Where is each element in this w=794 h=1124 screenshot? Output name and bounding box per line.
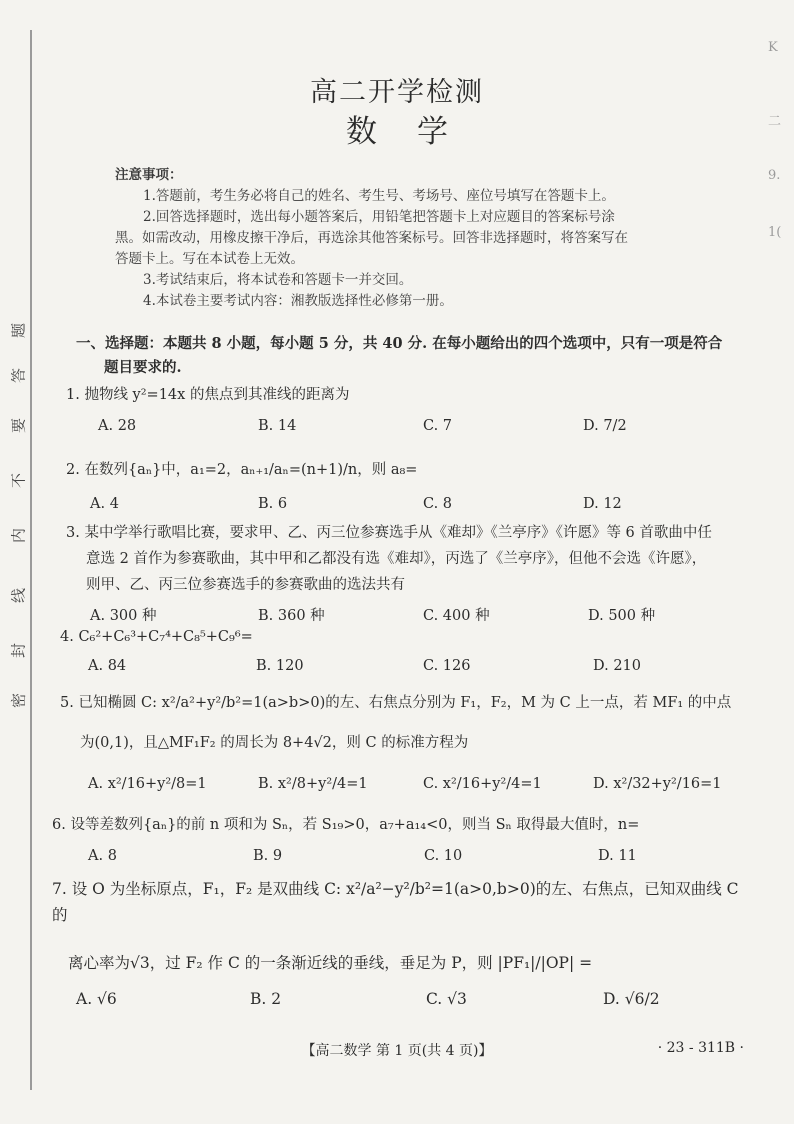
notice-item: 4.本试卷主要考试内容：湘教版选择性必修第一册。 [143, 293, 453, 309]
section-line: 题目要求的. [104, 359, 182, 376]
question-5 [60, 690, 760, 756]
option-c: C. √3 [426, 990, 467, 1008]
section-line: 一、选择题：本题共 8 小题，每小题 5 分，共 40 分. 在每小题给出的四个选项中，只有一项是符合 [76, 335, 723, 352]
option-b: B. 6 [258, 496, 288, 512]
option-a: A. 300 种 [90, 608, 157, 624]
margin-char: 线 [9, 588, 28, 604]
question-6: 6. 设等差数列{aₙ}的前 n 项和为 Sₙ，若 S₁₉>0，a₇+a₁₄<0，则当 Sₙ 取得最大值时，n= [52, 817, 640, 833]
option-b: B. 120 [256, 658, 304, 674]
subject-title: 数学 [346, 114, 488, 150]
option-b: B. 2 [250, 990, 282, 1008]
q3-line: 3. 某中学举行歌唱比赛，要求甲、乙、丙三位参赛选手从《难却》《兰亭序》《许愿》等 6 首歌曲中任 [66, 525, 712, 541]
option-d: D. x²/32+y²/16=1 [593, 776, 722, 792]
question-1: 1. 抛物线 y²=14x 的焦点到其准线的距离为 [66, 387, 350, 403]
question-2: 2. 在数列{aₙ}中，a₁=2，aₙ₊₁/aₙ=(n+1)/n，则 a₈= [66, 462, 418, 478]
q3-line: 意选 2 首作为参赛歌曲，其中甲和乙都没有选《难却》，丙选了《兰亭序》，但他不会选《许愿》， [86, 551, 707, 567]
notice-block [115, 165, 695, 312]
option-a: A. √6 [76, 990, 117, 1008]
option-d: D. 500 种 [588, 608, 656, 624]
bleed-char: 1( [768, 225, 782, 240]
exam-title: 高二开学检测 [310, 77, 484, 108]
option-a: A. 84 [88, 658, 127, 674]
footer-code: · 23 - 311B · [657, 1040, 744, 1056]
option-a: A. 28 [98, 418, 137, 434]
option-a: A. 8 [88, 848, 117, 864]
bleed-char: 二 [768, 114, 782, 129]
margin-char: 内 [9, 528, 28, 544]
option-c: C. 400 种 [423, 608, 490, 624]
question-7 [52, 876, 752, 976]
margin-char: 题 [9, 323, 28, 339]
notice-item: 答题卡上。写在本试卷上无效。 [115, 251, 304, 267]
q3-line: 则甲、乙、丙三位参赛选手的参赛歌曲的选法共有 [86, 577, 405, 593]
option-c: C. 8 [423, 496, 453, 512]
bleed-char: 9. [768, 168, 781, 183]
footer-page-info: 【高二数学 第 1 页(共 4 页)】 [301, 1043, 493, 1059]
notice-heading: 注意事项： [115, 167, 183, 183]
margin-char: 答 [9, 368, 28, 384]
notice-item: 1.答题前，考生务必将自己的姓名、考生号、考场号、座位号填写在答题卡上。 [143, 188, 615, 204]
section-heading [76, 332, 726, 380]
option-d: D. 210 [593, 658, 642, 674]
q7-line: 7. 设 O 为坐标原点，F₁，F₂ 是双曲线 C: x²/a²−y²/b²=1(a>0,b>0)的左、右焦点，已知双曲线 C 的 [52, 880, 739, 924]
option-d: D. 7/2 [583, 418, 627, 434]
q5-line: 5. 已知椭圆 C: x²/a²+y²/b²=1(a>b>0)的左、右焦点分别为 F₁，F₂，M 为 C 上一点，若 MF₁ 的中点 [60, 695, 732, 711]
margin-char: 密 [9, 693, 28, 709]
notice-item: 黑。如需改动，用橡皮擦干净后，再选涂其他答案标号。回答非选择题时，将答案写在 [115, 230, 628, 246]
notice-item: 2.回答选择题时，选出每小题答案后，用铅笔把答题卡上对应题目的答案标号涂 [143, 209, 615, 225]
margin-char: 要 [9, 418, 28, 434]
binding-margin-text [4, 320, 32, 720]
option-d: D. 12 [583, 496, 622, 512]
option-c: C. x²/16+y²/4=1 [423, 776, 542, 792]
option-b: B. x²/8+y²/4=1 [258, 776, 368, 792]
option-d: D. √6/2 [603, 990, 660, 1008]
option-c: C. 7 [423, 418, 453, 434]
notice-item: 3.考试结束后，将本试卷和答题卡一并交回。 [143, 272, 413, 288]
q7-line: 离心率为√3，过 F₂ 作 C 的一条渐近线的垂线，垂足为 P，则 |PF₁|/|OP| = [68, 954, 593, 972]
option-b: B. 9 [253, 848, 283, 864]
margin-char: 不 [9, 473, 28, 489]
question-3 [66, 520, 766, 598]
option-a: A. x²/16+y²/8=1 [88, 776, 207, 792]
option-b: B. 14 [258, 418, 297, 434]
option-c: C. 126 [423, 658, 471, 674]
q5-line: 为(0,1)，且△MF₁F₂ 的周长为 8+4√2，则 C 的标准方程为 [80, 735, 469, 751]
question-4: 4. C₆²+C₆³+C₇⁴+C₈⁵+C₉⁶= [60, 629, 253, 645]
option-a: A. 4 [90, 496, 119, 512]
option-d: D. 11 [598, 848, 637, 864]
option-c: C. 10 [424, 848, 463, 864]
option-b: B. 360 种 [258, 608, 325, 624]
margin-char: 封 [9, 643, 28, 659]
bleed-char: K [768, 40, 778, 55]
